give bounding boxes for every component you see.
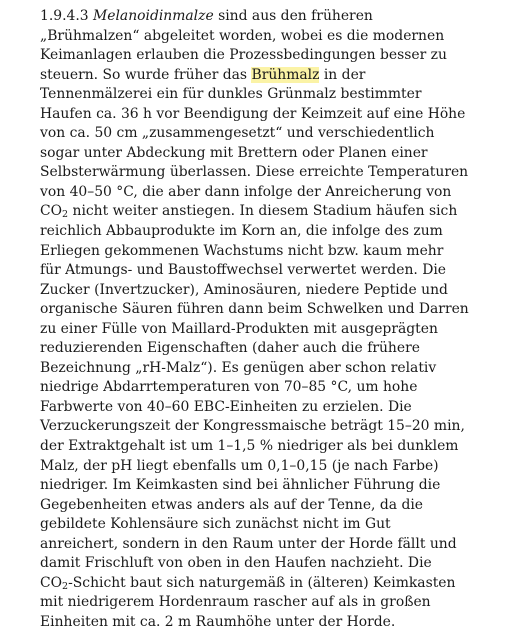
text-line: von 40–50 °C, die aber dann infolge der Anreicherung von (40, 183, 452, 200)
text-line: zu einer Fülle von Maillard-Produkten mit ausgeprägten (40, 320, 438, 337)
text-line: organische Säuren führen dann beim Schwelken und Darren (40, 301, 469, 318)
subscript: 2 (62, 209, 69, 221)
text-line: anreichert, sondern in den Raum unter der Horde fällt und (40, 535, 457, 552)
text-line: Keimanlagen erlauben die Prozessbedingungen besser zu (40, 47, 447, 64)
text-line: Einheiten mit ca. 2 m Raumhöhe unter der Horde. (40, 613, 396, 630)
text-line: der Extraktgehalt ist um 1–1,5 % niedriger als bei dunklem (40, 438, 459, 455)
text-line: Tennenmälzerei ein für dunkles Grünmalz bestimmter (40, 86, 422, 103)
subscript: 2 (62, 580, 69, 592)
text-line: reichlich Abbauprodukte im Korn an, die infolge des zum (40, 223, 443, 240)
text-line: niedriger. Im Keimkasten sind bei ähnlicher Führung die (40, 477, 441, 494)
text-line: für Atmungs- und Baustoffwechsel verwertet werden. Die (40, 262, 447, 279)
highlighted-term[interactable]: Brühmalz (251, 66, 320, 83)
text-line: damit Frischluft von oben in den Haufen nachzieht. Die (40, 555, 432, 572)
text-line: Farbwerte von 40–60 EBC-Einheiten zu erzielen. Die (40, 398, 412, 415)
text-line: gebildete Kohlensäure sich zunächst nicht im Gut (40, 516, 391, 533)
text-line: sogar unter Abdeckung mit Brettern oder Planen einer (40, 144, 428, 161)
text-line: Verzuckerungszeit der Kongressmaische beträgt 15–20 min, (40, 418, 465, 435)
text-line: $CO_2$-Schicht baut sich naturgemäß in (älteren) Keimkasten (40, 574, 456, 592)
section-title: Melanoidinmalze (93, 8, 214, 24)
text-line: niedrige Abdarrtemperaturen von 70–85 °C, um hohe (40, 379, 418, 396)
text-line: Malz, der pH liegt ebenfalls um 0,1–0,15 (je nach Farbe) (40, 457, 439, 474)
text-line: steuern. So wurde früher das Brühmalz in der (40, 66, 366, 83)
text-line: „Brühmalzen“ abgeleitet worden, wobei es die modernen (40, 27, 445, 44)
text-line: Haufen ca. 36 h vor Beendigung der Keimzeit auf eine Höhe (40, 105, 466, 122)
text-line: 1.9.4.3 Melanoidinmalze sind aus den früheren (40, 8, 373, 24)
text-line: Zucker (Invertzucker), Aminosäuren, niedere Peptide und (40, 281, 448, 298)
text-line: Bezeichnung „rH-Malz“). Es genügen aber schon relativ (40, 359, 437, 376)
text-line: von ca. 50 cm „zusammengesetzt“ und verschiedentlich (40, 125, 435, 142)
text-line: mit niedrigerem Hordenraum rascher auf als in großen (40, 594, 431, 611)
text-line: Gegebenheiten etwas anders als auf der Tenne, da die (40, 496, 424, 513)
text-line: $CO_2$ nicht weiter anstiegen. In diesem Stadium häufen sich (40, 203, 458, 221)
text-line: Erliegen gekommenen Wachstums nicht bzw. kaum mehr (40, 242, 444, 259)
text-line: Selbsterwärmung überlassen. Diese erreichte Temperaturen (40, 164, 469, 181)
section-number: 1.9.4.3 (40, 8, 89, 24)
text-line: reduzierenden Eigenschaften (daher auch die frühere (40, 340, 420, 357)
